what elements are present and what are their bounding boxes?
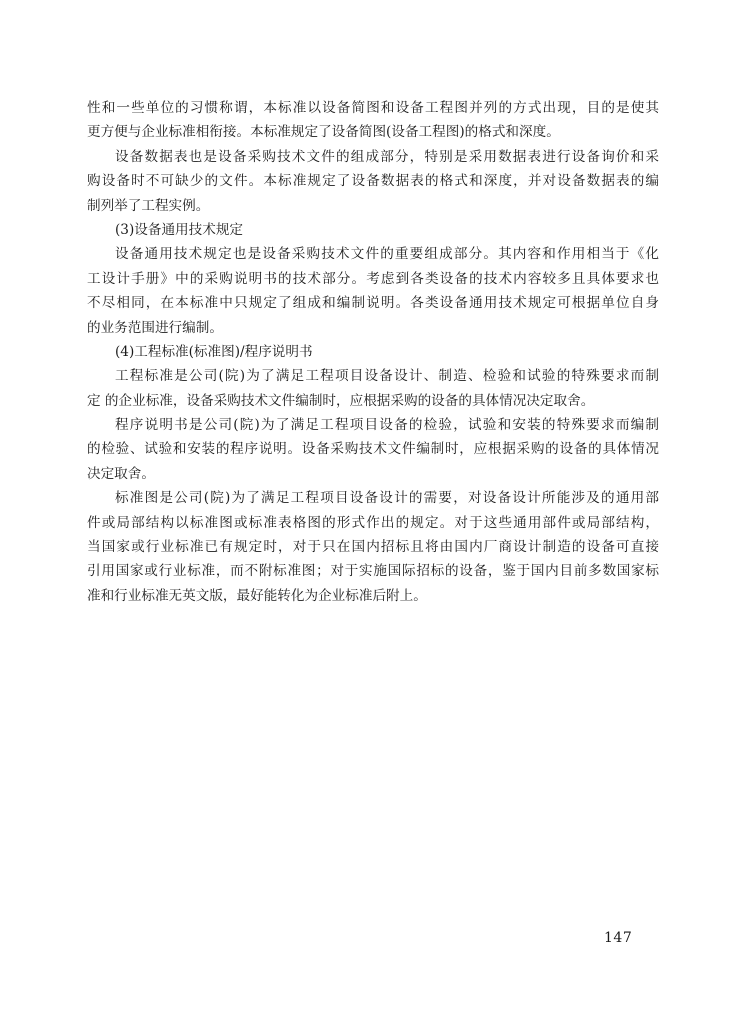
text-line: 标准图是公司(院)为了满足工程项目设备设计的需要，对设备设计所能涉及的通用部 — [115, 490, 659, 507]
text-line: 的检验、试验和安装的程序说明。设备采购技术文件编制时，应根据采购的设备的具体情况 — [87, 441, 659, 458]
page-number: 147 — [604, 930, 633, 946]
text-line: 性和一些单位的习惯称谓，本标准以设备简图和设备工程图并列的方式出现，目的是使其 — [87, 100, 659, 116]
text-line: 定 的企业标准，设备采购技术文件编制时，应根据采购的设备的具体情况决定取舍。 — [87, 392, 595, 409]
text-line: 准和行业标准无英文版，最好能转化为企业标准后附上。 — [87, 587, 427, 604]
text-line: 的业务范围进行编制。 — [87, 319, 223, 336]
text-line: 件或局部结构以标准图或标准表格图的形式作出的规定。对于这些通用部件或局部结构， — [87, 514, 659, 531]
text-line: 决定取舍。 — [87, 465, 155, 482]
body-text — [87, 96, 659, 608]
text-line: 当国家或行业标准已有规定时，对于只在国内招标且将由国内厂商设计制造的设备可直接 — [87, 539, 659, 556]
text-line: 制列举了工程实例。 — [87, 197, 210, 214]
section-heading: (4)工程标准(标准图)/程序说明书 — [115, 343, 313, 360]
text-line: 更方便与企业标准相衔接。本标准规定了设备简图(设备工程图)的格式和深度。 — [87, 124, 560, 141]
text-line: 程序说明书是公司(院)为了满足工程项目设备的检验，试验和安装的特殊要求而编制 — [115, 417, 659, 434]
text-line: 工设计手册》中的采购说明书的技术部分。考虑到各类设备的技术内容较多且具体要求也 — [87, 270, 659, 287]
text-line: 设备通用技术规定也是设备采购技术文件的重要组成部分。其内容和作用相当于《化 — [115, 246, 659, 263]
text-line: 引用国家或行业标准，而不附标准图；对于实施国际招标的设备，鉴于国内目前多数国家标 — [87, 563, 659, 580]
section-heading: (3)设备通用技术规定 — [115, 221, 244, 238]
text-line: 工程标准是公司(院)为了满足工程项目设备设计、制造、检验和试验的特殊要求而制 — [115, 368, 659, 385]
text-line: 不尽相同，在本标准中只规定了组成和编制说明。各类设备通用技术规定可根据单位自身 — [87, 295, 659, 312]
text-line: 设备数据表也是设备采购技术文件的组成部分，特别是采用数据表进行设备询价和采 — [115, 148, 659, 165]
text-line: 购设备时不可缺少的文件。本标准规定了设备数据表的格式和深度，并对设备数据表的编 — [87, 173, 659, 190]
